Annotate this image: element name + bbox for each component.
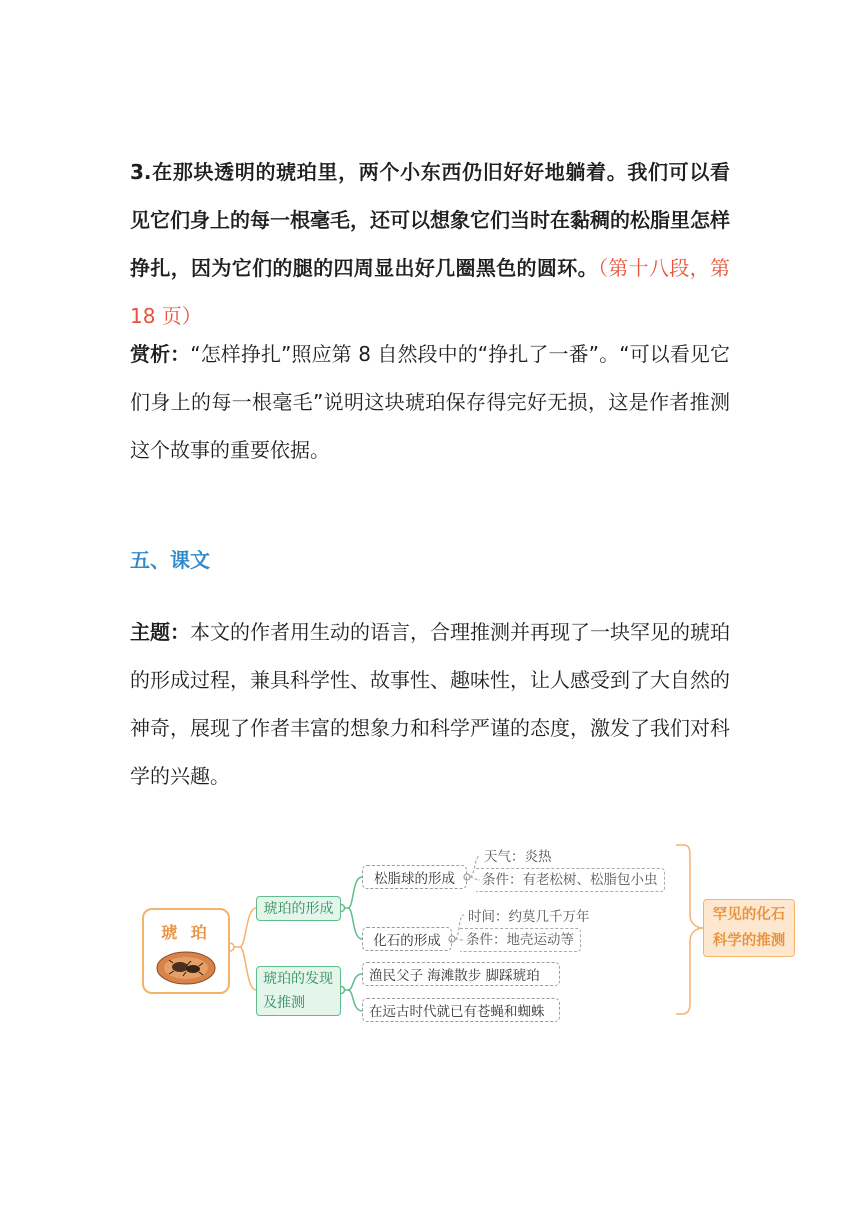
leaf-fisherman: 渔民父子 海滩散步 脚踩琥珀 xyxy=(362,962,560,986)
conclusion-text: 罕见的化石科学的推测 xyxy=(712,907,786,949)
section-heading: 五、课文 xyxy=(130,548,210,572)
analysis-text: “怎样挣扎”照应第 8 自然段中的“挣扎了一番”。“可以看见它们身上的每一根毫毛”说明这块琥珀保存得完好无损，这是作者推测这个故事的重要依据。 xyxy=(130,342,731,462)
leaf-ancient: 在远古时代就已有苍蝇和蜘蛛 xyxy=(362,998,560,1022)
amber-icon xyxy=(156,951,216,985)
mindmap-conclusion xyxy=(703,899,795,957)
branch-discovery: 琥珀的发现及推测 xyxy=(256,966,341,1016)
mindmap-root xyxy=(142,908,230,994)
root-label: 琥 珀 xyxy=(161,923,211,942)
branch-formation: 琥珀的形成 xyxy=(256,896,341,921)
theme-text: 本文的作者用生动的语言，合理推测并再现了一块罕见的琥珀的形成过程，兼具科学性、故事性、趣味性，让人感受到了大自然的神奇，展现了作者丰富的想象力和科学严谨的态度，激发了我们对科学的兴趣。 xyxy=(130,620,730,788)
leaf-condition-2: 条件：地壳运动等 xyxy=(460,928,581,952)
theme-label: 主题： xyxy=(130,620,190,644)
quote-source: （第十八段，第 18 页） xyxy=(130,256,731,328)
analysis-label: 赏析： xyxy=(130,342,191,366)
leaf-condition-1: 条件：有老松树、松脂包小虫 xyxy=(476,868,665,892)
sub-resin-ball: 松脂球的形成 xyxy=(362,865,467,889)
quote-text: 3.在那块透明的琥珀里，两个小东西仍旧好好地躺着。我们可以看见它们身上的每一根毫毛，还可以想象它们当时在黏稠的松脂里怎样挣扎，因为它们的腿的四周显出好几圈黑色的圆环。 xyxy=(130,160,730,280)
leaf-weather: 天气：炎热 xyxy=(484,849,552,865)
sub-fossil: 化石的形成 xyxy=(362,927,452,951)
leaf-time: 时间：约莫几千万年 xyxy=(468,909,590,925)
